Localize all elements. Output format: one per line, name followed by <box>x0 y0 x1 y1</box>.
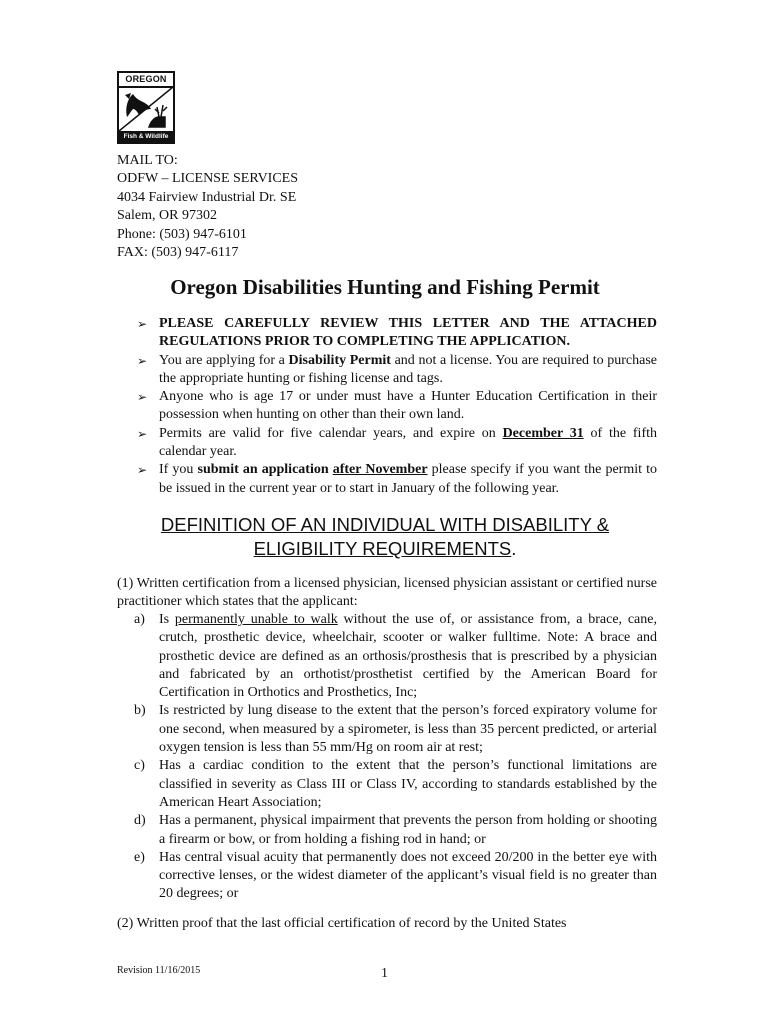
list-item <box>137 425 657 462</box>
arrow-bullet-icon: ➢ <box>137 463 148 478</box>
section-1-intro: (1) Written certification from a licensed physician, licensed physician assistant or certified nurse practitioner which states that the applicant: <box>117 576 657 610</box>
list-item <box>117 849 657 904</box>
list-item <box>137 388 657 425</box>
arrow-bullet-icon: ➢ <box>137 353 148 368</box>
fish-and-deer-icon <box>119 87 173 131</box>
item-text: Is restricted by lung disease to the extent that the person’s forced expiratory volume for one second, when measured by a spirometer, is less than 35 percent predicted, or arterial oxygen tension is less than 55 mm/Hg on room air at rest; <box>159 703 657 756</box>
mail-line: MAIL TO: <box>117 153 178 168</box>
item-marker: c) <box>134 758 145 774</box>
list-item <box>117 757 657 812</box>
list-item <box>117 702 657 757</box>
mail-line: 4034 Fairview Industrial Dr. SE <box>117 189 297 205</box>
arrow-bullet-icon: ➢ <box>137 390 148 405</box>
list-item <box>137 461 657 498</box>
item-text: Has a permanent, physical impairment that prevents the person from holding or shooting a firearm or bow, or from holding a fishing rod in hand; or <box>159 813 657 847</box>
item-text: Has a cardiac condition to the extent that the person’s functional limitations are classified in severity as Class III or Class IV, according to standards established by the American Heart Association; <box>159 758 657 810</box>
bullet-text: If you <box>159 462 198 478</box>
bullet-text: and not a license. You are required to purchase the appropriate hunting or fishing license and tags. <box>159 352 657 386</box>
bullet-text: please specify if you want the permit to be issued in the current year or to start in January of the following year. <box>159 462 657 496</box>
item-marker: a) <box>134 612 145 627</box>
bullet-text: You are applying for a <box>159 352 289 368</box>
mail-line: FAX: (503) 947-6117 <box>117 245 239 261</box>
bullet-bold-underlined-text: after November <box>332 462 428 478</box>
item-marker: e) <box>134 849 145 865</box>
item-marker: d) <box>134 813 146 829</box>
page-number: 1 <box>381 966 388 981</box>
odfw-logo <box>117 71 175 144</box>
arrow-bullet-icon: ➢ <box>137 426 148 441</box>
mailing-address <box>117 152 298 262</box>
bullet-bold-underlined-text: December 31 <box>502 425 584 441</box>
section-2-text: (2) Written proof that the last official certification of record by the United States <box>117 916 567 931</box>
definition-line-1: DEFINITION OF AN INDIVIDUAL WITH DISABILITY & <box>160 514 610 535</box>
bullet-text: of the fifth calendar year. <box>159 425 657 460</box>
mail-line: Phone: (503) 947-6101 <box>117 226 247 242</box>
list-item <box>117 812 657 849</box>
item-text: without the use of, or assistance from, a brace, cane, crutch, prosthetic device, wheelchair, scooter or walker fulltime. Note: A brace and prosthetic device are defined as an orthosis/prosthesis that is prescribed by a physician and fabricated by an orthotist/prosthetist certified by the American Board for Certification in Orthotics and Prosthetics, Inc; <box>159 612 657 701</box>
item-marker: b) <box>134 703 146 719</box>
logo-top-text: OREGON <box>119 73 173 88</box>
item-text: Has central visual acuity that permanently does not exceed 20/200 in the better eye with corrective lenses, or the widest diameter of the applicant’s visual field is no greater than 20 degrees; or <box>159 849 657 902</box>
bullet-bold-text: Disability Permit <box>288 352 391 368</box>
bullet-text: Permits are valid for five calendar years, and expire on <box>159 425 503 441</box>
list-item <box>117 611 657 702</box>
arrow-bullet-icon: ➢ <box>137 317 148 331</box>
revision-date: Revision 11/16/2015 <box>117 965 201 976</box>
definition-line-2-end: . <box>511 538 517 559</box>
mail-line: Salem, OR 97302 <box>117 208 217 224</box>
definition-heading <box>0 513 770 561</box>
page-title: Oregon Disabilities Hunting and Fishing Permit <box>170 275 600 299</box>
eligibility-criteria-list <box>117 611 657 904</box>
bullet-text: PLEASE CAREFULLY REVIEW THIS LETTER AND THE ATTACHED REGULATIONS PRIOR TO COMPLETING THE APPLICATION. <box>159 316 657 350</box>
item-underlined-text: permanently unable to walk <box>174 612 338 627</box>
definition-line-2: ELIGIBILITY REQUIREMENTS <box>253 538 512 559</box>
logo-bottom-text: Fish & Wildlife <box>119 131 173 142</box>
item-text: Is <box>159 612 175 627</box>
bullet-text: Anyone who is age 17 or under must have a Hunter Education Certification in their possession when hunting on other than their own land. <box>159 389 657 423</box>
list-item <box>137 352 657 389</box>
list-item <box>137 315 657 352</box>
instruction-list <box>137 315 657 498</box>
mail-line: ODFW – LICENSE SERVICES <box>117 171 299 187</box>
bullet-bold-text: submit an application <box>197 462 329 478</box>
